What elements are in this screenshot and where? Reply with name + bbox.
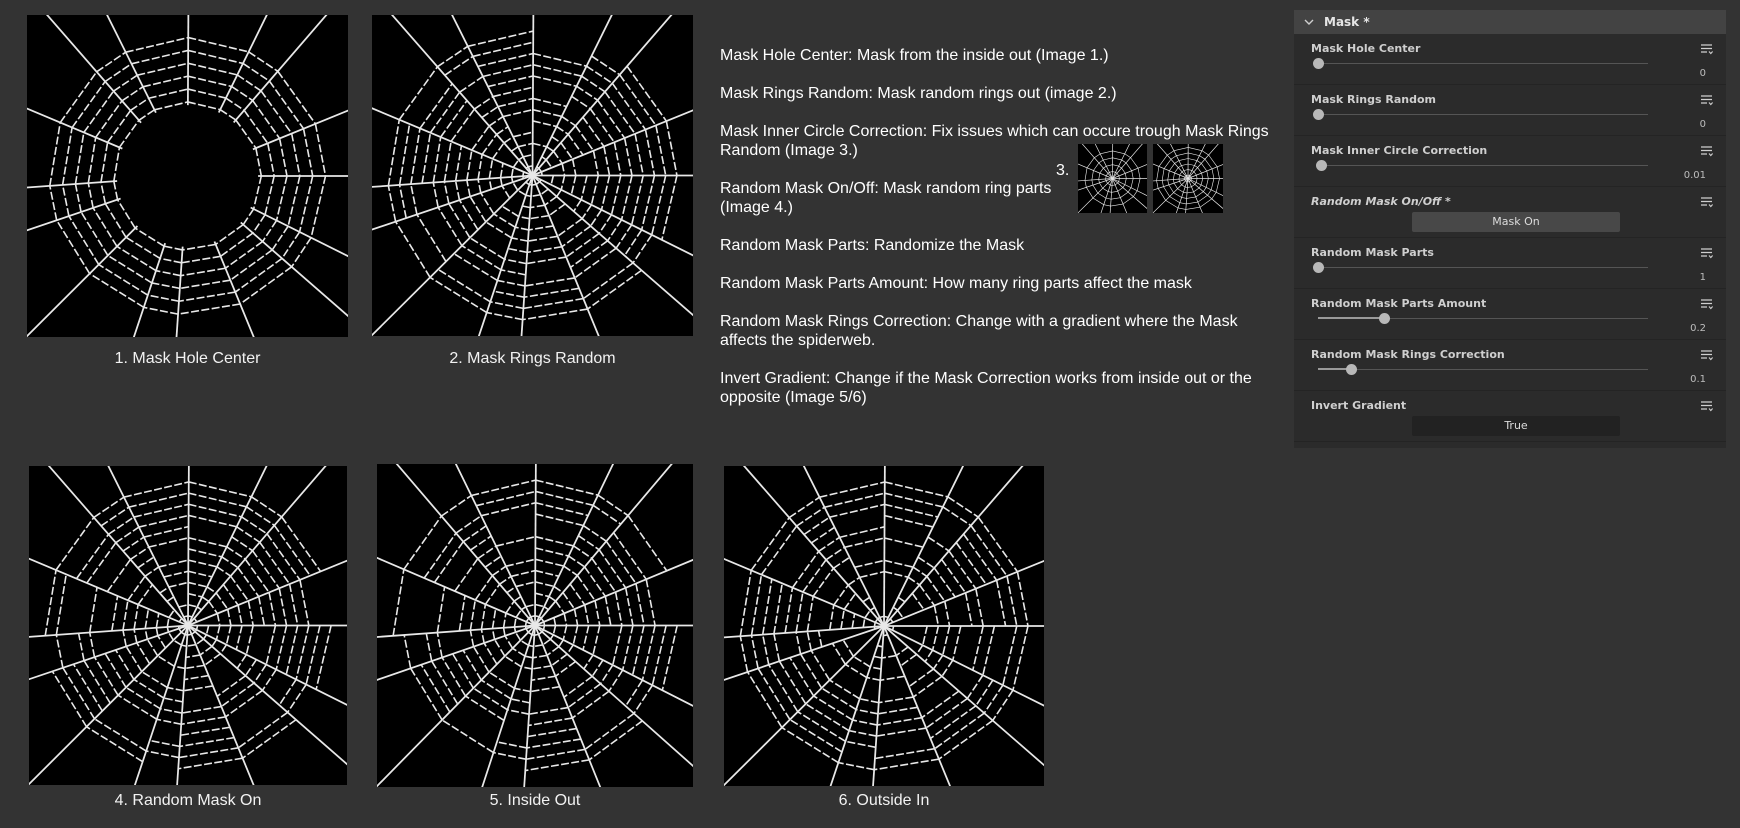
description-mask-inner-circle-correction: Mask Inner Circle Correction: Fix issues which can occure trough Mask Rings Random (Image 3.) (720, 123, 1269, 159)
slider-value[interactable]: 0.2 (1690, 323, 1706, 334)
slider-value[interactable]: 0 (1699, 119, 1706, 130)
slider-track[interactable] (1318, 63, 1648, 64)
image-3a-thumbnail (1078, 144, 1147, 213)
slider-handle[interactable] (1379, 313, 1390, 324)
description-random-mask-parts-amount: Random Mask Parts Amount: How many ring parts affect the mask (720, 275, 1192, 292)
spiderweb-drawing (27, 15, 348, 337)
slider-track[interactable] (1318, 165, 1648, 166)
description-list (720, 46, 1280, 426)
property-invert-gradient (1294, 391, 1726, 442)
spiderweb-drawing (724, 466, 1044, 786)
spiderweb-drawing (1078, 144, 1147, 213)
property-menu-icon[interactable] (1700, 297, 1714, 311)
slider-track[interactable] (1318, 114, 1648, 115)
slider-fill (1318, 317, 1384, 319)
property-menu-icon[interactable] (1700, 42, 1714, 56)
mask-panel-header[interactable] (1294, 10, 1726, 34)
spiderweb-drawing (377, 464, 693, 787)
property-label: Random Mask On/Off * (1311, 195, 1451, 208)
property-label: Mask Hole Center (1311, 42, 1421, 55)
slider-track[interactable] (1318, 267, 1648, 268)
slider-value[interactable]: 0 (1699, 68, 1706, 79)
property-menu-icon[interactable] (1700, 93, 1714, 107)
image-inside-out (377, 464, 693, 787)
property-mask-rings-random (1294, 85, 1726, 136)
property-label: Random Mask Rings Correction (1311, 348, 1505, 361)
slider-value[interactable]: 1 (1699, 272, 1706, 283)
slider-value[interactable]: 0.1 (1690, 374, 1706, 385)
chevron-down-icon[interactable] (1302, 15, 1316, 29)
slider-handle[interactable] (1313, 109, 1324, 120)
property-label: Mask Inner Circle Correction (1311, 144, 1488, 157)
property-random-mask-parts (1294, 238, 1726, 289)
property-label: Random Mask Parts Amount (1311, 297, 1487, 310)
description-invert-gradient: Invert Gradient: Change if the Mask Correction works from inside out or the opposite (Image 5/6) (720, 370, 1252, 406)
property-label: Mask Rings Random (1311, 93, 1437, 106)
description-mask-rings-random: Mask Rings Random: Mask random rings out (image 2.) (720, 85, 1117, 102)
property-menu-icon[interactable] (1700, 246, 1714, 260)
random-mask-on-off-button[interactable]: Mask On (1412, 212, 1620, 232)
property-menu-icon[interactable] (1700, 348, 1714, 362)
slider-handle[interactable] (1346, 364, 1357, 375)
slider-track[interactable] (1318, 318, 1648, 319)
property-menu-icon[interactable] (1700, 399, 1714, 413)
property-mask-hole-center (1294, 34, 1726, 85)
property-label: Random Mask Parts (1311, 246, 1434, 259)
spiderweb-drawing (1153, 144, 1223, 213)
caption-image-2: 2. Mask Rings Random (449, 350, 616, 367)
image-random-mask-on (29, 466, 347, 785)
caption-image-5: 5. Inside Out (489, 792, 581, 809)
slider-value[interactable]: 0.01 (1683, 170, 1706, 181)
description-random-mask-on-off: Random Mask On/Off: Mask random ring parts (Image 4.) (720, 180, 1052, 216)
property-mask-inner-circle-correction (1294, 136, 1726, 187)
property-random-mask-parts-amount (1294, 289, 1726, 340)
image-mask-rings-random (372, 15, 693, 336)
caption-image-4: 4. Random Mask On (114, 792, 262, 809)
image-outside-in (724, 466, 1044, 786)
slider-handle[interactable] (1313, 58, 1324, 69)
caption-image-6: 6. Outside In (838, 792, 930, 809)
property-menu-icon[interactable] (1700, 195, 1714, 209)
description-random-mask-parts: Random Mask Parts: Randomize the Mask (720, 237, 1025, 254)
property-random-mask-rings-correction (1294, 340, 1726, 391)
mask-properties-panel (1294, 10, 1726, 448)
image-mask-hole-center (27, 15, 348, 337)
property-label: Invert Gradient (1311, 399, 1407, 412)
slider-handle[interactable] (1316, 160, 1327, 171)
slider-track[interactable] (1318, 369, 1648, 370)
caption-image-1: 1. Mask Hole Center (114, 350, 261, 367)
invert-gradient-button[interactable]: True (1412, 416, 1620, 436)
mask-panel-title: Mask * (1324, 15, 1370, 29)
spiderweb-drawing (29, 466, 347, 785)
property-menu-icon[interactable] (1700, 144, 1714, 158)
slider-handle[interactable] (1313, 262, 1324, 273)
spiderweb-drawing (372, 15, 693, 336)
image-3-label: 3. (1056, 162, 1070, 179)
image-3b-thumbnail (1153, 144, 1223, 213)
description-random-mask-rings-correction: Random Mask Rings Correction: Change with a gradient where the Mask affects the spiderweb. (720, 313, 1238, 349)
description-mask-hole-center: Mask Hole Center: Mask from the inside out (Image 1.) (720, 47, 1109, 64)
property-random-mask-on-off (1294, 187, 1726, 238)
